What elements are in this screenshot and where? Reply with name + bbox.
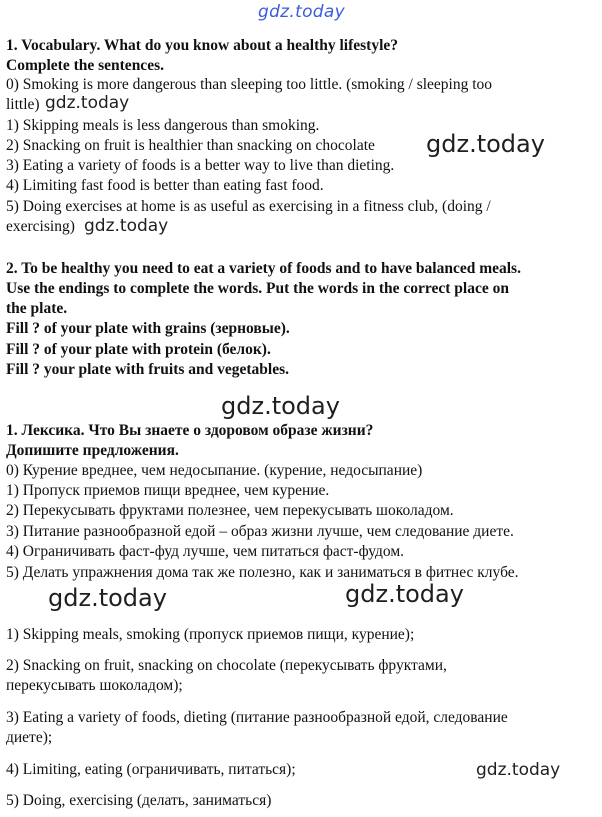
answer-4: 4) Limiting, eating (ограничивать, питаться); <box>6 761 296 778</box>
section1-item5-line2: exercising) <box>6 218 75 235</box>
section-ru-subheading: Допишите предложения. <box>6 442 179 459</box>
section-ru-item3: 3) Питание разнообразной едой – образ жизни лучше, чем следование диете. <box>6 523 514 540</box>
section-ru-item5: 5) Делать упражнения дома так же полезно, как и заниматься в фитнес клубе. <box>6 564 519 581</box>
section1-subheading: Complete the sentences. <box>6 57 164 74</box>
watermark: gdz.today <box>345 580 464 608</box>
section2-heading-line3: the plate. <box>6 300 68 317</box>
section-ru-item1: 1) Пропуск приемов пищи вреднее, чем курение. <box>6 482 330 499</box>
section1-item1: 1) Skipping meals is less dangerous than smoking. <box>6 117 320 134</box>
section-ru-item4: 4) Ограничивать фаст-фуд лучше, чем питаться фаст-фудом. <box>6 543 405 560</box>
section-ru-heading: 1. Лексика. Что Вы знаете о здоровом образе жизни? <box>6 422 374 439</box>
section1-item4: 4) Limiting fast food is better than eating fast food. <box>6 177 324 194</box>
answer-3-line2: диете); <box>6 729 53 746</box>
section1-heading: 1. Vocabulary. What do you know about a healthy lifestyle? <box>6 37 399 54</box>
section2-fill-fruits: Fill ? your plate with fruits and vegetables. <box>6 361 290 378</box>
watermark-top: gdz.today <box>258 2 345 22</box>
answer-2-line2: перекусывать шоколадом); <box>6 677 183 694</box>
watermark: gdz.today <box>45 93 130 113</box>
section2-heading-line1: 2. To be healthy you need to eat a variety of foods and to have balanced meals. <box>6 260 521 277</box>
watermark: gdz.today <box>84 216 169 236</box>
section-ru-item0: 0) Курение вреднее, чем недосыпание. (курение, недосыпание) <box>6 462 423 479</box>
section-ru-item2: 2) Перекусывать фруктами полезнее, чем перекусывать шоколадом. <box>6 502 454 519</box>
section2-heading-line2: Use the endings to complete the words. Put the words in the correct place on <box>6 280 509 297</box>
section1-item5-line1: 5) Doing exercises at home is as useful as exercising in a fitness club, (doing / <box>6 198 491 215</box>
watermark: gdz.today <box>221 392 340 420</box>
section1-item3: 3) Eating a variety of foods is a better way to live than dieting. <box>6 157 395 174</box>
section1-item0-line2: little) <box>6 96 40 113</box>
answer-2-line1: 2) Snacking on fruit, snacking on chocolate (перекусывать фруктами, <box>6 657 447 674</box>
section1-item0-line1: 0) Smoking is more dangerous than sleeping too little. (smoking / sleeping too <box>6 76 493 93</box>
answer-3-line1: 3) Eating a variety of foods, dieting (питание разнообразной едой, следование <box>6 709 508 726</box>
watermark: gdz.today <box>426 130 545 158</box>
section2-fill-grains: Fill ? of your plate with grains (зерновые). <box>6 320 290 337</box>
answer-5: 5) Doing, exercising (делать, заниматься) <box>6 792 272 809</box>
answer-1: 1) Skipping meals, smoking (пропуск приемов пищи, курение); <box>6 626 415 643</box>
section2-fill-protein: Fill ? of your plate with protein (белок). <box>6 341 271 358</box>
watermark: gdz.today <box>48 584 167 612</box>
section1-item2: 2) Snacking on fruit is healthier than snacking on chocolate <box>6 137 375 154</box>
watermark: gdz.today <box>476 760 561 780</box>
